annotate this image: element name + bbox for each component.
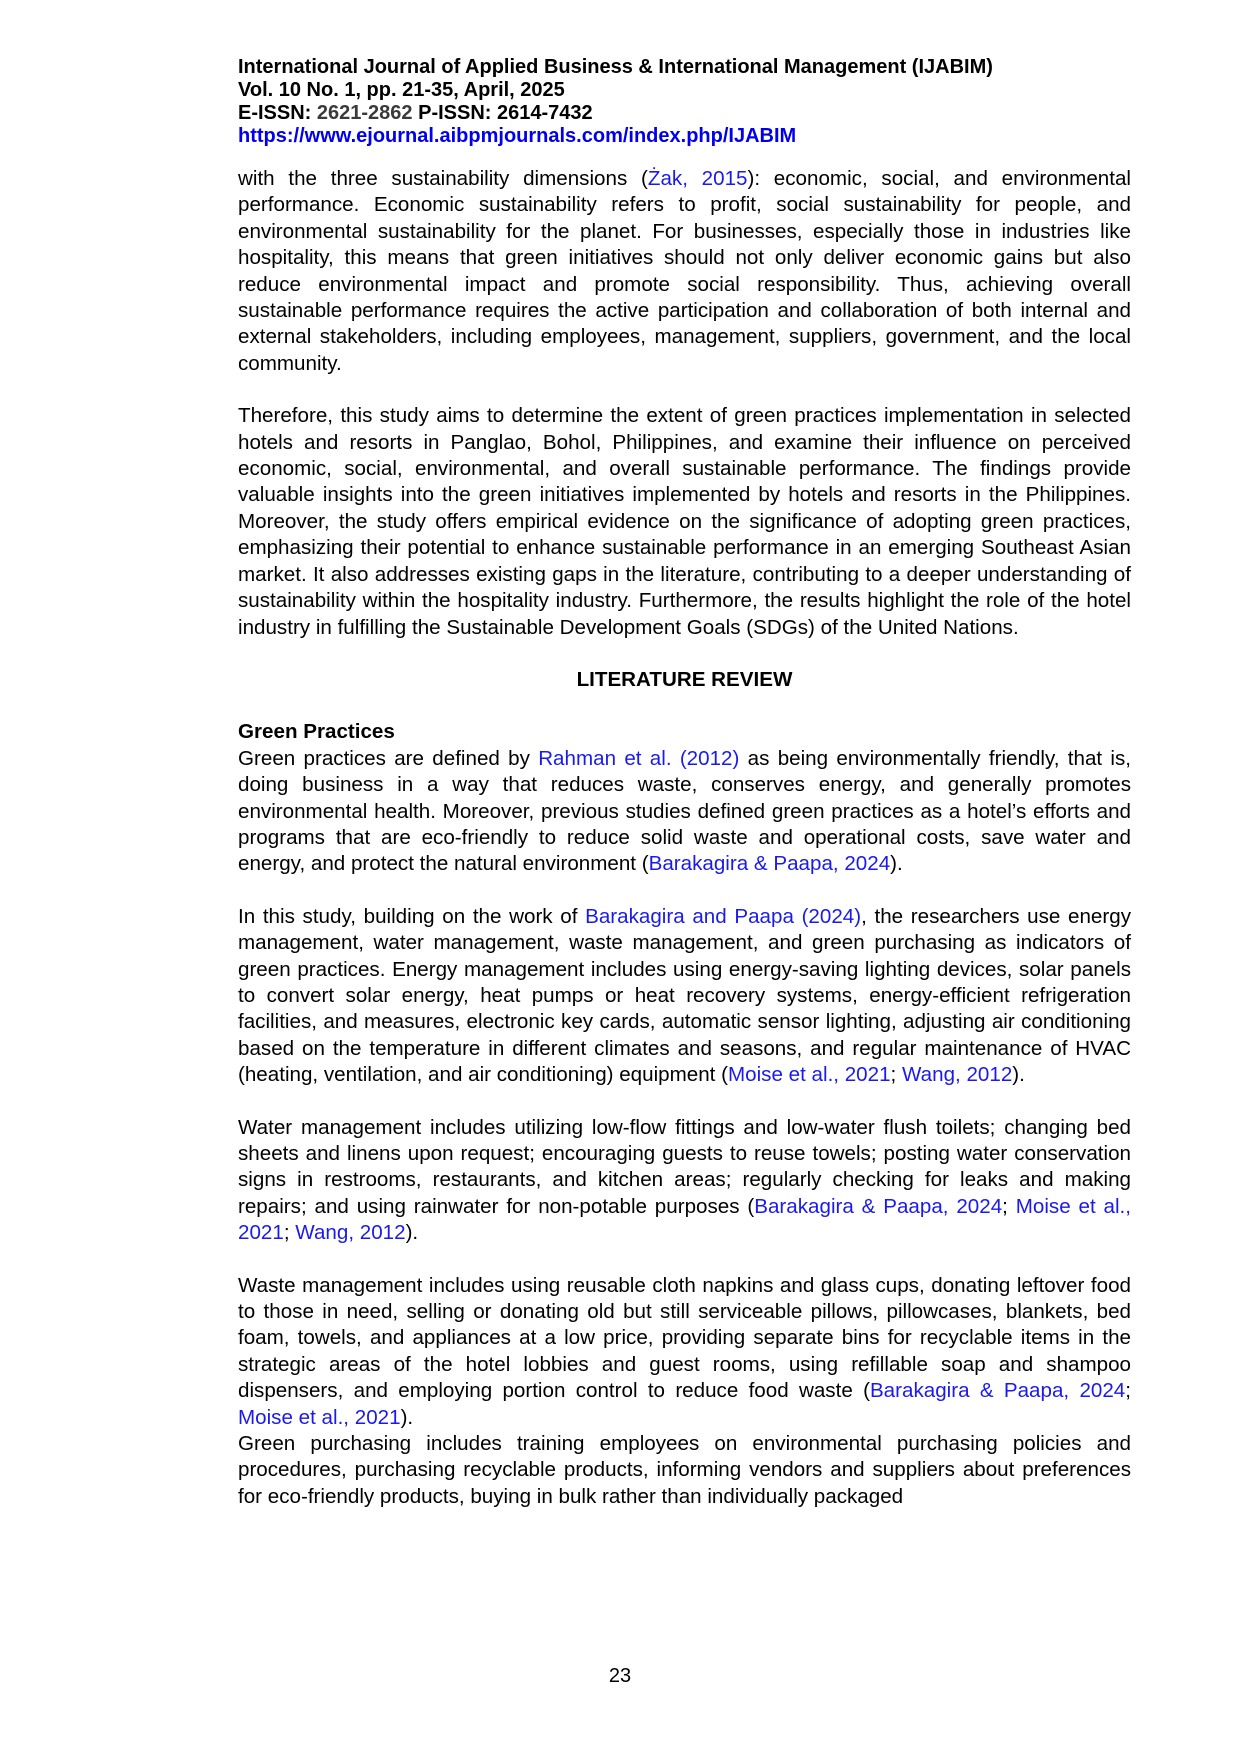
citation-link[interactable]: Barakagira & Paapa, 2024 <box>869 1379 1126 1403</box>
eissn-label: E-ISSN: <box>238 102 317 124</box>
paragraph-green-purchasing <box>238 1431 1131 1510</box>
paragraph-study-aim <box>238 403 1131 641</box>
text: In this study, building on the work of <box>238 904 586 928</box>
paragraph-water-management <box>238 1115 1131 1247</box>
journal-page <box>238 56 1131 1510</box>
text: ). <box>1012 1063 1025 1087</box>
paragraph-energy-management <box>238 904 1131 1089</box>
text: Waste management includes using reusable cloth napkins and glass cups, donating leftover food to those in need, selling or donating old but still serviceable pillows, pillowcases, blankets, bed foam, towels, and appliances at a low price, providing separate bins for recyclable items in the strategic areas of the hotel lobbies and guest rooms, using refillable soap and shampoo dispensers, and employing portion control to reduce food waste ( <box>238 1273 1131 1403</box>
text: Water management includes utilizing low-flow fittings and low-water flush toilets; changing bed sheets and linens upon request; encouraging guests to reuse towels; posting water conservation signs in restrooms, restaurants, and kitchen areas; regularly checking for leaks and making repairs; and using rainwater for non-potable purposes ( <box>238 1115 1131 1218</box>
text: , the researchers use energy management, water management, waste management, and green purchasing as indicators of green practices. Energy management includes using energy-saving lighting devices, solar panels to convert solar energy, heat pumps or heat recovery systems, energy-efficient refrigeration facilities, and measures, electronic key cards, automatic sensor lighting, adjusting air conditioning based on the temperature in different climates and seasons, and regular maintenance of HVAC (heating, ventilation, and air conditioning) equipment ( <box>238 904 1131 1087</box>
text: as being environmentally friendly, that is, doing business in a way that reduces waste, conserves energy, and generally promotes environmental health. Moreover, previous studies defined green practices as a hotel’s efforts and programs that are eco-friendly to reduce solid waste and operational costs, save water and energy, and protect the natural environment ( <box>238 746 1131 876</box>
text: ). <box>400 1405 414 1429</box>
journal-volume: Vol. 10 No. 1, pp. 21-35, April, 2025 <box>238 79 565 101</box>
paragraph-green-practices-definition <box>238 746 1131 878</box>
pissn: P-ISSN: 2614-7432 <box>412 102 593 124</box>
text: Therefore, this study aims to determine the extent of green practices implementation in selected hotels and resorts in Panglao, Bohol, Philippines, and examine their influence on perceived economic, social, environmental, and overall sustainable performance. The findings provide valuable insights into the green initiatives implemented by hotels and resorts in the Philippines. Moreover, the study offers empirical evidence on the significance of adopting green practices, emphasizing their potential to enhance sustainable performance in an emerging Southeast Asian market. It also addresses existing gaps in the literature, contributing to a deeper understanding of sustainability within the hospitality industry. Furthermore, the results highlight the role of the hotel industry in fulfilling the Sustainable Development Goals (SDGs) of the United Nations. <box>238 404 1131 639</box>
citation-link[interactable]: Moise et al., 2021 <box>238 1405 401 1429</box>
paragraph-waste-management <box>238 1273 1131 1431</box>
citation-link[interactable]: Wang, 2012 <box>295 1221 406 1245</box>
citation-link[interactable]: Wang, 2012 <box>902 1063 1013 1087</box>
page-number: 23 <box>608 1665 632 1687</box>
text: ; <box>890 1063 902 1087</box>
citation-link[interactable]: Barakagira and Paapa (2024) <box>585 904 862 928</box>
text: Green purchasing includes training employees on environmental purchasing policies and procedures, purchasing recyclable products, informing vendors and suppliers about preferences for eco-friendly products, buying in bulk rather than individually packaged <box>238 1432 1131 1508</box>
journal-issn <box>238 102 1131 125</box>
citation-link[interactable]: Barakagira & Paapa, 2024 <box>648 852 891 876</box>
text: ; <box>1002 1194 1016 1218</box>
eissn-value: 2621-2862 <box>316 102 413 124</box>
text: ). <box>405 1221 419 1245</box>
text: ; <box>283 1221 296 1245</box>
journal-title: International Journal of Applied Business & International Management (IJABIM) <box>238 56 993 78</box>
text: ; <box>1125 1379 1131 1403</box>
text: Green practices are defined by <box>238 746 539 770</box>
journal-url-link[interactable]: https://www.ejournal.aibpmjournals.com/index.php/IJABIM <box>238 125 797 147</box>
citation-link[interactable]: Rahman et al. (2012) <box>538 746 740 770</box>
section-title: LITERATURE REVIEW <box>576 667 793 691</box>
paragraph-sustainability-dimensions <box>238 166 1131 377</box>
citation-link[interactable]: Moise et al., 2021 <box>238 1194 1131 1245</box>
citation-link[interactable]: Żak, 2015 <box>647 167 748 190</box>
text: ). <box>890 852 903 876</box>
journal-header <box>238 56 1131 148</box>
citation-link[interactable]: Barakagira & Paapa, 2024 <box>754 1194 1003 1218</box>
article-body <box>238 166 1131 1510</box>
subsection-heading: Green Practices <box>238 720 395 744</box>
citation-link[interactable]: Moise et al., 2021 <box>727 1063 891 1087</box>
text: ): economic, social, and environmental performance. Economic sustainability refers to profit, social sustainability for people, and environmental sustainability for the planet. For businesses, especially those in industries like hospitality, this means that green initiatives should not only deliver economic gains but also reduce environmental impact and promote social responsibility. Thus, achieving overall sustainable performance requires the active participation and collaboration of both internal and external stakeholders, including employees, management, suppliers, government, and the local community. <box>238 167 1131 375</box>
text: with the three sustainability dimensions ( <box>238 167 648 190</box>
